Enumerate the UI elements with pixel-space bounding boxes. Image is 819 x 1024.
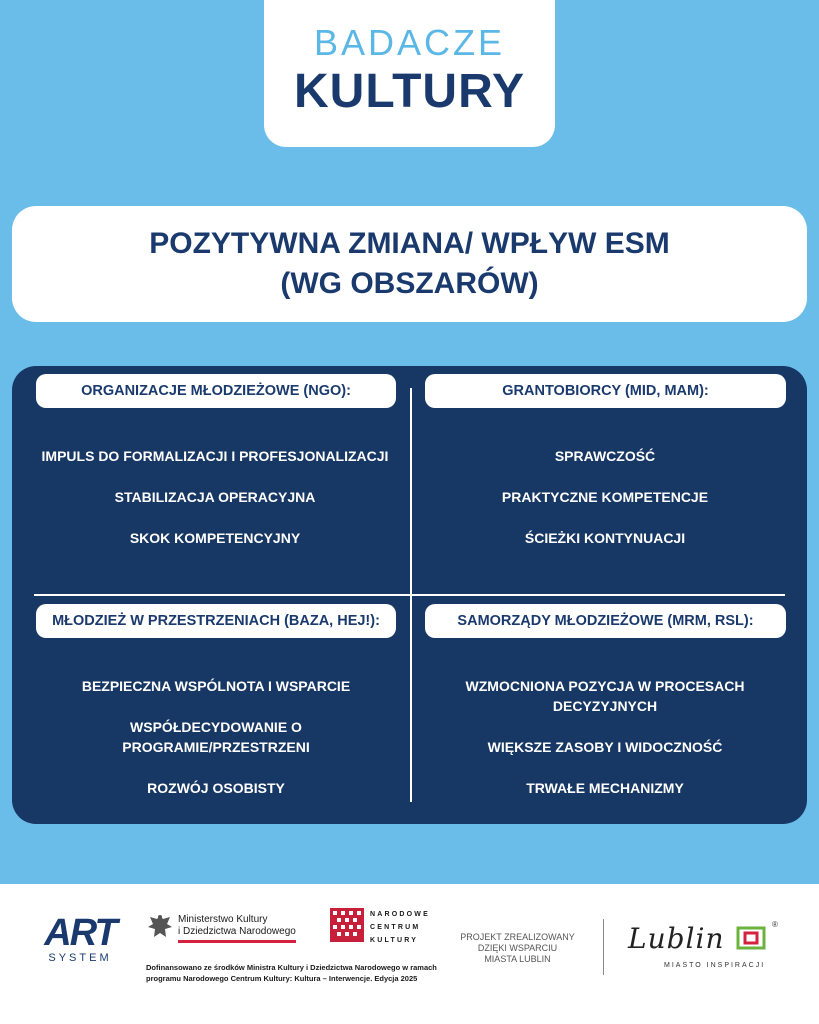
project-line-2: DZIĘKI WSPARCIU [477,943,558,953]
grant-heading: GRANTOBIORCY (MID, MAM): [425,374,786,408]
nck-line-3: KULTURY [370,937,419,944]
ministry-logo [146,912,306,946]
list-item: TRWAŁE MECHANIZMY [526,780,684,796]
project-line-1: PROJEKT ZREALIZOWANY [460,932,575,942]
art-system-logo [40,914,120,964]
list-item: SKOK KOMPETENCYJNY [129,530,301,546]
project-note [450,932,585,965]
title-line-1: POZYTYWNA ZMIANA/ WPŁYW ESM [149,227,670,260]
footer [0,884,819,1024]
list-item: SPRAWCZOŚĆ [554,448,656,464]
ngo-heading: ORGANIZACJE MŁODZIEŻOWE (NGO): [36,374,396,408]
eagle-icon [146,912,174,946]
ngo-items [26,446,404,569]
logo-card [264,0,555,147]
art-logo-main: ART [44,912,116,954]
funding-line-1: Dofinansowano ze środków Ministra Kultury i Dziedzictwa Narodowego w ramach [146,963,437,972]
list-item: WSPÓŁDECYDOWANIE O PROGRAMIE/PRZESTRZENI [122,719,310,755]
youth-heading: MŁODZIEŻ W PRZESTRZENIACH (BAZA, HEJ!): [36,604,396,638]
registered-mark: ® [772,920,778,929]
list-item: ROZWÓJ OSOBISTY [147,780,285,796]
list-item: PRAKTYCZNE KOMPETENCJE [501,489,709,505]
list-item: BEZPIECZNA WSPÓLNOTA I WSPARCIE [81,678,351,694]
lublin-wordmark: Lublin [628,922,725,955]
nck-pattern-icon [330,908,364,942]
ministry-line-2: i Dziedzictwa Narodowego [178,926,296,937]
lublin-tagline: MIASTO INSPIRACJI [664,962,766,969]
areas-panel [12,366,807,824]
title-card [12,206,807,322]
nck-line-2: CENTRUM [370,924,421,931]
list-item: IMPULS DO FORMALIZACJI I PROFESJONALIZACJI [41,448,389,464]
list-item: STABILIZACJA OPERACYJNA [114,489,316,505]
ministry-text [178,914,296,938]
youth-items [46,676,386,819]
project-line-3: MIASTA LUBLIN [484,954,551,964]
nck-logo [330,908,440,948]
title-line-2: (WG OBSZARÓW) [280,267,539,300]
ministry-red-line [178,940,296,943]
grant-items [420,446,790,569]
lublin-logo [628,920,778,969]
logo-line-2: KULTURY [294,65,525,118]
list-item: WIĘKSZE ZASOBY I WIDOCZNOŚĆ [487,739,723,755]
lublin-emblem-icon [736,926,766,950]
funding-note [146,962,437,984]
councils-heading: SAMORZĄDY MŁODZIEŻOWE (MRM, RSL): [425,604,786,638]
councils-items [450,676,760,819]
nck-line-1: NARODOWE [370,911,430,918]
nck-text [370,908,430,947]
funding-line-2: programu Narodowego Centrum Kultury: Kultura – Interwencje. Edycja 2025 [146,974,418,983]
ministry-line-1: Ministerstwo Kultury [178,914,268,925]
logo-line-1: BADACZE [313,22,506,63]
art-logo-sub: SYSTEM [48,952,112,964]
footer-separator [603,919,604,975]
list-item: ŚCIEŻKI KONTYNUACJI [524,530,686,546]
horizontal-divider [34,594,785,596]
list-item: WZMOCNIONA POZYCJA W PROCESACH DECYZYJNYCH [465,678,745,714]
